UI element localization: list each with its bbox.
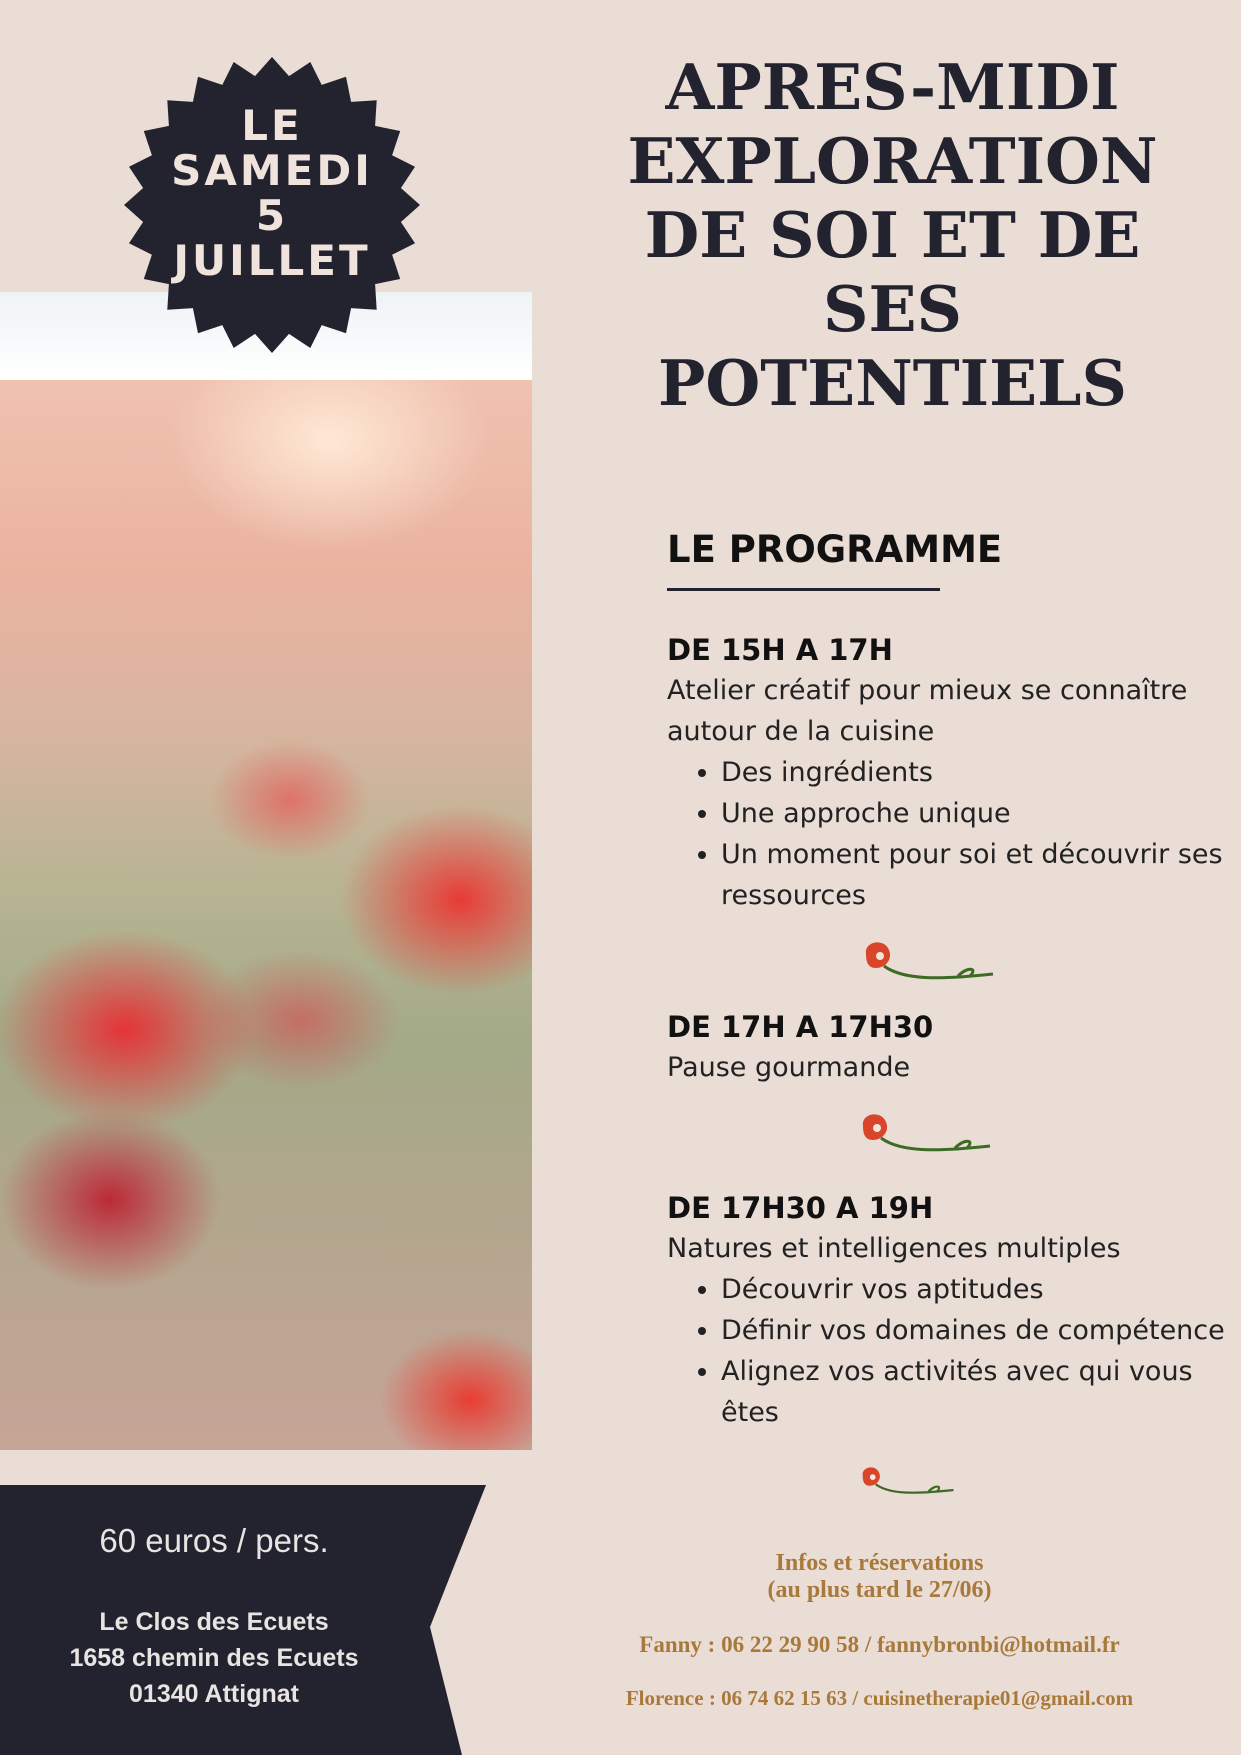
list-item: • Une approche unique <box>721 793 1241 834</box>
slot-1 <box>667 630 1241 916</box>
badge-line-4: JUILLET <box>173 236 371 285</box>
slot-3 <box>667 1188 1241 1433</box>
slot-1-time: DE 15H A 17H <box>667 633 893 667</box>
programme-underline <box>667 588 940 591</box>
title-line-4: SES <box>822 272 962 346</box>
badge-line-1: LE <box>241 101 303 150</box>
list-item: • Des ingrédients <box>721 752 1241 793</box>
list-item: • Définir vos domaines de compétence <box>721 1310 1241 1351</box>
date-badge <box>122 55 422 355</box>
photo-poppy-field <box>0 380 532 1450</box>
price-text: 60 euros / pers. <box>99 1522 329 1559</box>
badge-line-2: SAMEDI <box>171 146 373 195</box>
info-line-2: (au plus tard le 27/06) <box>767 1577 992 1603</box>
slot-1-description: Atelier créatif pour mieux se connaître autour de la cuisine <box>667 675 1188 747</box>
poppy-divider-icon <box>858 936 998 984</box>
programme-section <box>667 526 1227 1428</box>
list-item: • Alignez vos activités avec qui vous êtes <box>721 1351 1241 1433</box>
slot-3-list <box>667 1269 1241 1433</box>
address-line-1: Le Clos des Ecuets <box>99 1608 329 1636</box>
contact-fanny[interactable]: Fanny : 06 22 29 90 58 / fannybronbi@hotmail.fr <box>639 1632 1120 1657</box>
slot-1-list <box>667 752 1241 916</box>
title-line-1: APRES-MIDI <box>665 50 1120 124</box>
poppy-divider-icon <box>857 1462 957 1498</box>
slot-3-description: Natures et intelligences multiples <box>667 1233 1121 1264</box>
title-line-5: POTENTIELS <box>658 346 1127 420</box>
slot-3-time: DE 17H30 A 19H <box>667 1191 934 1225</box>
badge-line-3: 5 <box>255 191 289 240</box>
date-badge-text <box>122 103 422 283</box>
reservation-info <box>578 1550 1181 1604</box>
list-item: • Découvrir vos aptitudes <box>721 1269 1241 1310</box>
page-title <box>600 50 1185 420</box>
slot-2-description: Pause gourmande <box>667 1052 911 1083</box>
poppy-photo <box>0 292 532 1450</box>
list-item: • Un moment pour soi et découvrir ses ressources <box>721 834 1241 916</box>
venue-address <box>0 1604 428 1712</box>
address-line-2: 1658 chemin des Ecuets <box>69 1644 359 1672</box>
title-line-3: DE SOI ET DE <box>644 198 1141 272</box>
address-line-3: 01340 Attignat <box>129 1680 299 1708</box>
slot-2 <box>667 1007 1241 1088</box>
contact-florence[interactable]: Florence : 06 74 62 15 63 / cuisinetherapie01@gmail.com <box>625 1686 1134 1710</box>
slot-2-time: DE 17H A 17H30 <box>667 1010 934 1044</box>
programme-heading: LE PROGRAMME <box>667 528 1003 571</box>
title-line-2: EXPLORATION <box>627 124 1158 198</box>
info-line-1: Infos et réservations <box>775 1550 984 1576</box>
poppy-divider-icon <box>855 1108 995 1156</box>
reservation-heading <box>578 1550 1181 1604</box>
